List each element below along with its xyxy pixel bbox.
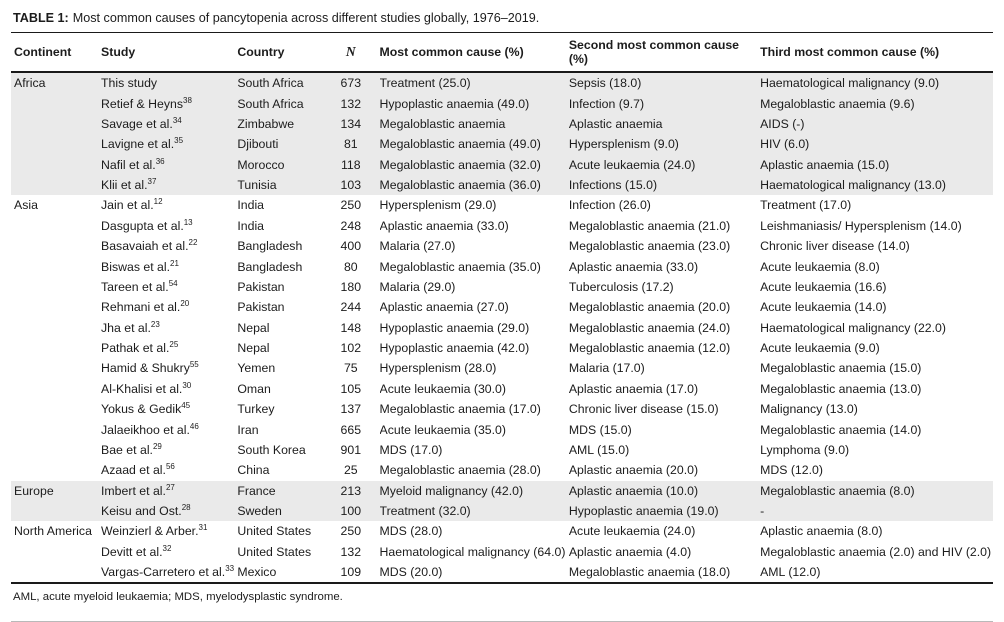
third-most-common-cause-cell: Treatment (17.0) xyxy=(760,198,852,213)
sample-size-cell: 105 xyxy=(340,381,362,396)
sample-size-cell: 180 xyxy=(340,279,362,294)
table-row xyxy=(11,379,993,399)
column-header-second-most-common-cause: Second most common cause (%) xyxy=(569,33,760,72)
study-cell: Biswas et al.$^{21}$ xyxy=(101,258,179,274)
most-common-cause-cell: Malaria (27.0) xyxy=(379,239,456,254)
study-cell: Vargas-Carretero et al.$^{33}$ xyxy=(101,562,237,583)
most-common-cause-cell: Hypoplastic anaemia (29.0) xyxy=(379,320,530,335)
country-cell: Nepal xyxy=(237,341,270,356)
most-common-cause-cell: Aplastic anaemia (33.0) xyxy=(379,218,509,233)
reference-superscript: 31 xyxy=(198,523,208,533)
third-most-common-cause-cell: MDS (12.0) xyxy=(760,463,823,478)
second-most-common-cause-cell: Megaloblastic anaemia (23.0) xyxy=(568,239,731,254)
table-row xyxy=(11,440,993,460)
reference-superscript: 27 xyxy=(165,482,175,492)
sample-size-cell: 81 xyxy=(343,137,358,152)
most-common-cause-cell: Myeloid malignancy (42.0) xyxy=(379,483,524,498)
reference-superscript: 28 xyxy=(181,502,191,512)
second-most-common-cause-cell: Aplastic anaemia (33.0) xyxy=(568,259,699,274)
third-most-common-cause-cell: Acute leukaemia (8.0) xyxy=(760,259,880,274)
most-common-cause-cell: Malaria (29.0) xyxy=(379,279,456,294)
most-common-cause-cell: Hypersplenism (29.0) xyxy=(379,198,497,213)
country-cell: Nepal xyxy=(237,320,270,335)
sample-size-cell: 134 xyxy=(340,116,362,131)
table-row xyxy=(11,216,993,236)
second-most-common-cause-cell: Acute leukaemia (24.0) xyxy=(568,524,696,539)
table-row xyxy=(11,195,993,215)
table-row xyxy=(11,481,993,501)
third-most-common-cause-cell: Megaloblastic anaemia (13.0) xyxy=(760,381,922,396)
table-row xyxy=(11,134,993,154)
table-row xyxy=(11,399,993,419)
continent-cell xyxy=(11,216,101,236)
most-common-cause-cell: Megaloblastic anaemia (32.0) xyxy=(379,157,541,172)
most-common-cause-cell: Megaloblastic anaemia (49.0) xyxy=(379,137,541,152)
continent-cell xyxy=(11,440,101,460)
sample-size-cell: 148 xyxy=(340,320,362,335)
reference-superscript: 32 xyxy=(162,543,172,553)
third-most-common-cause-cell: HIV (6.0) xyxy=(760,137,810,152)
second-most-common-cause-cell: MDS (15.0) xyxy=(568,422,632,437)
continent-cell xyxy=(11,399,101,419)
table-row xyxy=(11,72,993,93)
continent-cell xyxy=(11,419,101,439)
country-cell: Sweden xyxy=(237,504,282,519)
study-cell: Pathak et al.$^{25}$ xyxy=(101,339,179,356)
continent-cell xyxy=(11,93,101,113)
third-most-common-cause-cell: Megaloblastic anaemia (15.0) xyxy=(760,361,922,376)
reference-superscript: 55 xyxy=(189,360,199,370)
continent-cell: Asia xyxy=(14,198,38,213)
table-row xyxy=(11,419,993,439)
study-cell: This study xyxy=(101,76,158,91)
third-most-common-cause-cell: Acute leukaemia (9.0) xyxy=(760,341,880,356)
table-footnote: AML, acute myeloid leukaemia; MDS, myelodysplastic syndrome. xyxy=(13,591,343,604)
third-most-common-cause-cell: Megaloblastic anaemia (9.6) xyxy=(760,96,915,111)
study-cell: Dasgupta et al.$^{13}$ xyxy=(101,217,193,233)
third-most-common-cause-cell: - xyxy=(760,504,765,519)
column-header-third-most-common-cause: Third most common cause (%) xyxy=(760,33,993,72)
continent-cell xyxy=(11,542,101,562)
continent-cell xyxy=(11,501,101,521)
reference-superscript: 36 xyxy=(155,156,165,166)
most-common-cause-cell: MDS (28.0) xyxy=(379,524,443,539)
third-most-common-cause-cell: Malignancy (13.0) xyxy=(760,402,858,417)
reference-superscript: 56 xyxy=(165,462,175,472)
third-most-common-cause-cell: Megaloblastic anaemia (8.0) xyxy=(760,483,915,498)
table-row xyxy=(11,93,993,113)
second-most-common-cause-cell: AML (15.0) xyxy=(568,442,630,457)
sample-size-cell: 901 xyxy=(340,442,362,457)
most-common-cause-cell: Haematological malignancy (64.0) xyxy=(379,544,566,559)
column-header-country: Country xyxy=(237,33,332,72)
reference-superscript: 45 xyxy=(181,401,191,411)
third-most-common-cause-cell: Leishmaniasis/ Hypersplenism (14.0) xyxy=(760,218,962,233)
table-row xyxy=(11,521,993,541)
country-cell: Morocco xyxy=(237,157,285,172)
country-cell: Mexico xyxy=(237,562,332,583)
study-cell: Devitt et al.$^{32}$ xyxy=(101,543,172,559)
country-cell: United States xyxy=(237,524,312,539)
reference-superscript: 25 xyxy=(169,339,179,349)
country-cell: South Korea xyxy=(237,442,306,457)
column-header-n: N xyxy=(332,33,379,72)
sample-size-cell: 250 xyxy=(340,524,362,539)
most-common-cause-cell: Acute leukaemia (35.0) xyxy=(379,422,506,437)
country-cell: Oman xyxy=(237,381,271,396)
sample-size-cell: 100 xyxy=(340,504,362,519)
most-common-cause-cell: Treatment (32.0) xyxy=(379,504,471,519)
continent-cell xyxy=(11,318,101,338)
second-most-common-cause-cell: Aplastic anaemia (17.0) xyxy=(568,381,699,396)
continent-cell xyxy=(11,134,101,154)
continent-cell xyxy=(11,175,101,195)
third-most-common-cause-cell: Acute leukaemia (14.0) xyxy=(760,300,887,315)
second-most-common-cause-cell: Megaloblastic anaemia (18.0) xyxy=(569,562,760,583)
continent-cell xyxy=(11,358,101,378)
reference-superscript: 12 xyxy=(153,197,163,207)
most-common-cause-cell: Megaloblastic anaemia (35.0) xyxy=(379,259,541,274)
study-cell: Al-Khalisi et al.$^{30}$ xyxy=(101,380,192,396)
study-cell: Keisu and Ost.$^{28}$ xyxy=(101,502,191,519)
table-row xyxy=(11,175,993,195)
column-header-continent: Continent xyxy=(11,33,101,72)
reference-superscript: 23 xyxy=(150,319,160,329)
reference-superscript: 30 xyxy=(182,380,192,390)
second-most-common-cause-cell: Megaloblastic anaemia (24.0) xyxy=(568,320,731,335)
sample-size-cell: 118 xyxy=(340,157,361,172)
study-cell: Jain et al.$^{12}$ xyxy=(101,197,163,213)
second-most-common-cause-cell: Infection (26.0) xyxy=(568,198,651,213)
table-row xyxy=(11,236,993,256)
study-cell: Nafil et al.$^{36}$ xyxy=(101,156,165,172)
most-common-cause-cell: Megaloblastic anaemia (28.0) xyxy=(379,463,541,478)
table-row xyxy=(11,542,993,562)
reference-superscript: 34 xyxy=(172,115,182,125)
table-row xyxy=(11,501,993,521)
most-common-cause-cell: Treatment (25.0) xyxy=(379,76,471,91)
continent-cell: Europe xyxy=(14,483,54,498)
continent-cell xyxy=(11,236,101,256)
sample-size-cell: 25 xyxy=(343,463,358,478)
second-most-common-cause-cell: Infection (9.7) xyxy=(568,96,645,111)
study-cell: Jha et al.$^{23}$ xyxy=(101,319,160,335)
second-most-common-cause-cell: Malaria (17.0) xyxy=(568,361,645,376)
second-most-common-cause-cell: Aplastic anaemia (4.0) xyxy=(568,544,692,559)
continent-cell xyxy=(11,338,101,358)
reference-superscript: 20 xyxy=(180,299,190,309)
reference-superscript: 21 xyxy=(170,258,179,268)
country-cell: Pakistan xyxy=(237,300,285,315)
sample-size-cell: 250 xyxy=(340,198,362,213)
third-most-common-cause-cell: Haematological malignancy (13.0) xyxy=(760,178,946,193)
study-cell: Azaad et al.$^{56}$ xyxy=(101,462,175,478)
third-most-common-cause-cell: Aplastic anaemia (8.0) xyxy=(760,524,883,539)
most-common-cause-cell: Megaloblastic anaemia (36.0) xyxy=(379,178,541,193)
second-most-common-cause-cell: Infections (15.0) xyxy=(568,178,658,193)
most-common-cause-cell: Hypersplenism (28.0) xyxy=(379,361,497,376)
table-row xyxy=(11,338,993,358)
continent-cell xyxy=(11,155,101,175)
continent-cell xyxy=(11,256,101,276)
third-most-common-cause-cell: Aplastic anaemia (15.0) xyxy=(760,157,890,172)
continent-cell: North America xyxy=(14,524,92,539)
study-cell: Rehmani et al.$^{20}$ xyxy=(101,299,190,315)
table-title-text: Most common causes of pancytopenia across different studies globally, 1976–2019. xyxy=(72,11,540,25)
table-row xyxy=(11,297,993,317)
reference-superscript: 33 xyxy=(225,564,235,574)
most-common-cause-cell: MDS (17.0) xyxy=(379,442,443,457)
study-cell: Tareen et al.$^{54}$ xyxy=(101,278,178,294)
most-common-cause-cell: Hypoplastic anaemia (42.0) xyxy=(379,341,530,356)
sample-size-cell: 132 xyxy=(340,544,362,559)
table-row xyxy=(11,256,993,276)
sample-size-cell: 102 xyxy=(340,341,362,356)
continent-cell xyxy=(11,277,101,297)
country-cell: India xyxy=(237,218,265,233)
second-most-common-cause-cell: Sepsis (18.0) xyxy=(568,76,642,91)
sample-size-cell: 132 xyxy=(340,96,362,111)
sample-size-cell: 248 xyxy=(340,218,362,233)
most-common-cause-cell: Aplastic anaemia (27.0) xyxy=(379,300,509,315)
reference-superscript: 37 xyxy=(147,176,157,186)
country-cell: Tunisia xyxy=(237,178,277,193)
third-most-common-cause-cell: Acute leukaemia (16.6) xyxy=(760,279,887,294)
second-most-common-cause-cell: Acute leukaemia (24.0) xyxy=(568,157,696,172)
third-most-common-cause-cell: Megaloblastic anaemia (14.0) xyxy=(760,422,922,437)
most-common-cause-cell: Hypoplastic anaemia (49.0) xyxy=(379,96,530,111)
study-cell: Lavigne et al.$^{35}$ xyxy=(101,136,184,152)
continent-cell: Africa xyxy=(14,76,46,91)
country-cell: Turkey xyxy=(237,402,275,417)
second-most-common-cause-cell: Aplastic anaemia (10.0) xyxy=(568,483,699,498)
country-cell: South Africa xyxy=(237,96,304,111)
third-most-common-cause-cell: Lymphoma (9.0) xyxy=(760,442,850,457)
sample-size-cell: 75 xyxy=(343,361,358,376)
sample-size-cell: 400 xyxy=(340,239,362,254)
continent-cell xyxy=(11,297,101,317)
third-most-common-cause-cell: AML (12.0) xyxy=(760,562,993,583)
third-most-common-cause-cell: AIDS (-) xyxy=(760,116,805,131)
reference-superscript: 13 xyxy=(183,217,193,227)
country-cell: Zimbabwe xyxy=(237,116,295,131)
table-header-row xyxy=(11,33,993,72)
sample-size-cell: 109 xyxy=(332,562,379,583)
study-cell: Retief & Heyns$^{38}$ xyxy=(101,95,192,111)
table-title-label: TABLE 1: xyxy=(13,11,69,25)
most-common-cause-cell: Megaloblastic anaemia xyxy=(379,116,506,131)
column-header-study: Study xyxy=(101,33,237,72)
country-cell: China xyxy=(237,463,270,478)
country-cell: Bangladesh xyxy=(237,239,303,254)
third-most-common-cause-cell: Chronic liver disease (14.0) xyxy=(760,239,910,254)
second-most-common-cause-cell: Hypoplastic anaemia (19.0) xyxy=(568,504,719,519)
pancytopenia-table xyxy=(11,33,993,584)
reference-superscript: 38 xyxy=(183,95,192,105)
most-common-cause-cell: MDS (20.0) xyxy=(380,562,569,583)
study-cell: Weinzierl & Arber.$^{31}$ xyxy=(101,523,208,539)
sample-size-cell: 80 xyxy=(343,259,358,274)
study-cell: Yokus & Gedik$^{45}$ xyxy=(101,401,191,417)
study-cell: Hamid & Shukry$^{55}$ xyxy=(101,360,199,376)
table-row xyxy=(11,562,993,583)
country-cell: United States xyxy=(237,544,312,559)
continent-cell xyxy=(11,114,101,134)
third-most-common-cause-cell: Megaloblastic anaemia (2.0) and HIV (2.0) xyxy=(760,544,992,559)
country-cell: Bangladesh xyxy=(237,259,303,274)
second-most-common-cause-cell: Megaloblastic anaemia (21.0) xyxy=(568,218,731,233)
table-row xyxy=(11,114,993,134)
second-most-common-cause-cell: Aplastic anaemia xyxy=(568,116,663,131)
study-cell: Jalaeikhoo et al.$^{46}$ xyxy=(101,421,199,437)
sample-size-cell: 673 xyxy=(340,76,362,91)
sample-size-cell: 137 xyxy=(340,402,362,417)
sample-size-cell: 213 xyxy=(340,483,362,498)
country-cell: Yemen xyxy=(237,361,276,376)
table-row xyxy=(11,318,993,338)
country-cell: India xyxy=(237,198,265,213)
sample-size-cell: 665 xyxy=(340,422,362,437)
column-header-most-common-cause: Most common cause (%) xyxy=(380,33,569,72)
continent-cell xyxy=(11,379,101,399)
country-cell: Pakistan xyxy=(237,279,285,294)
reference-superscript: 54 xyxy=(168,278,178,288)
table-row xyxy=(11,155,993,175)
study-cell: Klii et al.$^{37}$ xyxy=(101,176,157,193)
table-row xyxy=(11,277,993,297)
reference-superscript: 35 xyxy=(174,136,184,146)
study-cell: Savage et al.$^{34}$ xyxy=(101,115,182,131)
second-most-common-cause-cell: Megaloblastic anaemia (20.0) xyxy=(568,300,731,315)
country-cell: South Africa xyxy=(237,76,304,91)
reference-superscript: 29 xyxy=(152,441,162,451)
country-cell: Iran xyxy=(237,422,259,437)
most-common-cause-cell: Megaloblastic anaemia (17.0) xyxy=(379,402,541,417)
second-most-common-cause-cell: Aplastic anaemia (20.0) xyxy=(568,463,699,478)
table-row xyxy=(11,358,993,378)
reference-superscript: 22 xyxy=(188,238,198,248)
sample-size-cell: 103 xyxy=(340,178,362,193)
continent-cell xyxy=(11,460,101,480)
study-cell: Basavaiah et al.$^{22}$ xyxy=(101,238,198,254)
reference-superscript: 46 xyxy=(189,421,199,431)
table-row xyxy=(11,460,993,480)
second-most-common-cause-cell: Hypersplenism (9.0) xyxy=(568,137,679,152)
second-most-common-cause-cell: Chronic liver disease (15.0) xyxy=(568,402,719,417)
sample-size-cell: 244 xyxy=(340,300,362,315)
table-body xyxy=(11,72,993,583)
third-most-common-cause-cell: Haematological malignancy (9.0) xyxy=(760,76,940,91)
country-cell: Djibouti xyxy=(237,137,279,152)
most-common-cause-cell: Acute leukaemia (30.0) xyxy=(379,381,506,396)
second-most-common-cause-cell: Megaloblastic anaemia (12.0) xyxy=(568,341,731,356)
continent-cell xyxy=(11,562,101,583)
country-cell: France xyxy=(237,483,276,498)
study-cell: Bae et al.$^{29}$ xyxy=(101,441,162,457)
study-cell: Imbert et al.$^{27}$ xyxy=(101,482,175,498)
table-title xyxy=(11,9,993,33)
second-most-common-cause-cell: Tuberculosis (17.2) xyxy=(568,279,674,294)
third-most-common-cause-cell: Haematological malignancy (22.0) xyxy=(760,320,946,335)
